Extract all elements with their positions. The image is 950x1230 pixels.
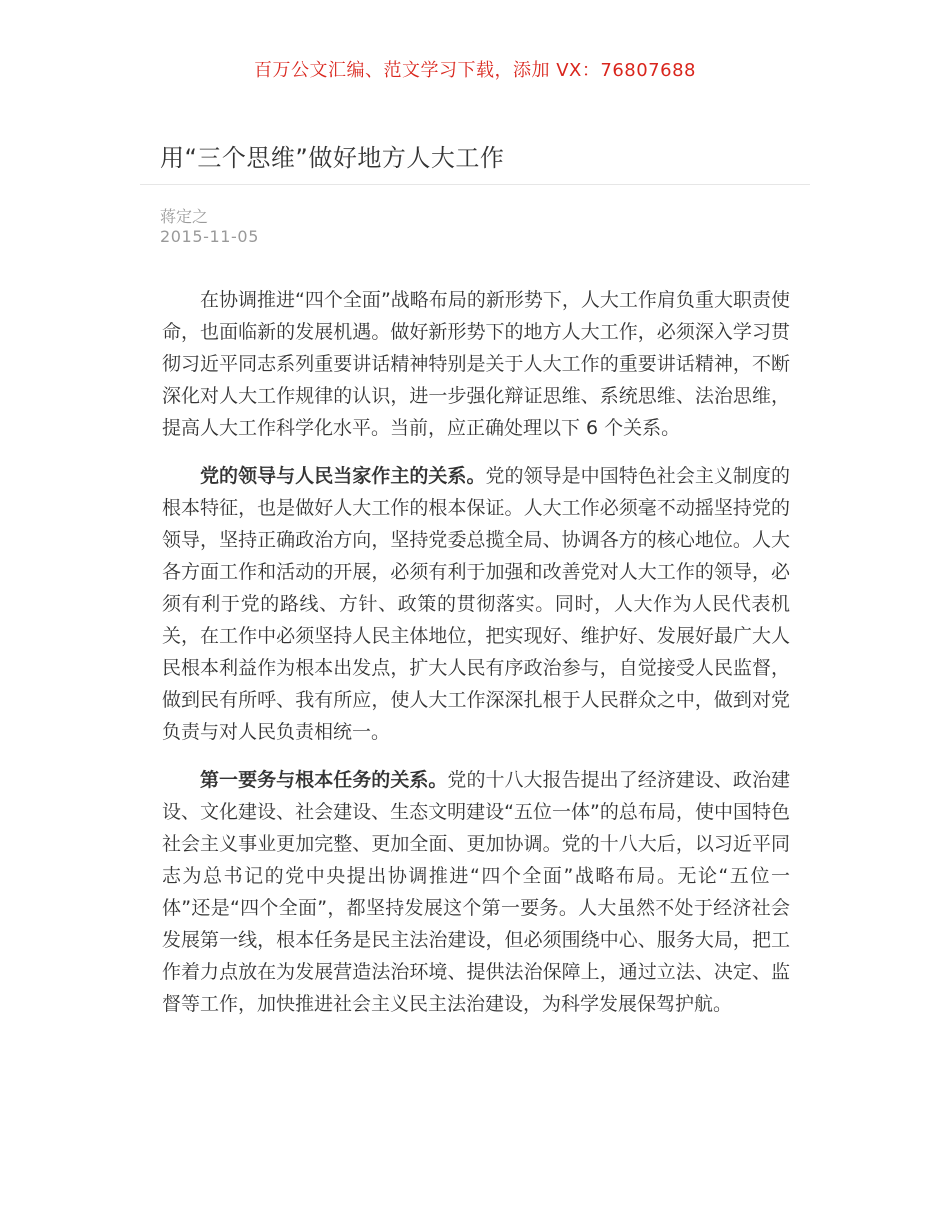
- article-date: 2015-11-05: [160, 227, 259, 246]
- paragraph-text: 党的十八大报告提出了经济建设、政治建设、文化建设、社会建设、生态文明建设“五位一体”的总布局，使中国特色社会主义事业更加完整、更加全面、更加协调。党的十八大后，以习近平同志为总书记的党中央提出协调推进“四个全面”战略布局。无论“五位一体”还是“四个全面”，都坚持发展这个第一要务。人大虽然不处于经济社会发展第一线，根本任务是民主法治建设，但必须围绕中心、服务大局，把工作着力点放在为发展营造法治环境、提供法治保障上，通过立法、决定、监督等工作，加快推进社会主义民主法治建设，为科学发展保驾护航。: [162, 769, 790, 1015]
- article-body: [162, 284, 790, 1036]
- paragraph-lead: 第一要务与根本任务的关系。: [200, 769, 448, 791]
- title-divider: [140, 184, 810, 185]
- article-paragraph-3: [162, 764, 790, 1020]
- article-title: 用“三个思维”做好地方人大工作: [160, 144, 505, 172]
- paragraph-text: 党的领导是中国特色社会主义制度的根本特征，也是做好人大工作的根本保证。人大工作必须毫不动摇坚持党的领导，坚持正确政治方向，坚持党委总揽全局、协调各方的核心地位。人大各方面工作和活动的开展，必须有利于加强和改善党对人大工作的领导，必须有利于党的路线、方针、政策的贯彻落实。同时，人大作为人民代表机关，在工作中必须坚持人民主体地位，把实现好、维护好、发展好最广大人民根本利益作为根本出发点，扩大人民有序政治参与，自觉接受人民监督，做到民有所呼、我有所应，使人大工作深深扎根于人民群众之中，做到对党负责与对人民负责相统一。: [162, 465, 790, 743]
- paragraph-lead: 党的领导与人民当家作主的关系。: [200, 465, 486, 487]
- header-banner: 百万公文汇编、范文学习下载，添加 VX：76807688: [254, 60, 696, 81]
- article-paragraph-2: [162, 460, 790, 748]
- article-paragraph-1: [162, 284, 790, 444]
- article-author: 蒋定之: [160, 207, 209, 226]
- paragraph-text: 在协调推进“四个全面”战略布局的新形势下，人大工作肩负重大职责使命，也面临新的发展机遇。做好新形势下的地方人大工作，必须深入学习贯彻习近平同志系列重要讲话精神特别是关于人大工作的重要讲话精神，不断深化对人大工作规律的认识，进一步强化辩证思维、系统思维、法治思维，提高人大工作科学化水平。当前，应正确处理以下 6 个关系。: [162, 289, 790, 439]
